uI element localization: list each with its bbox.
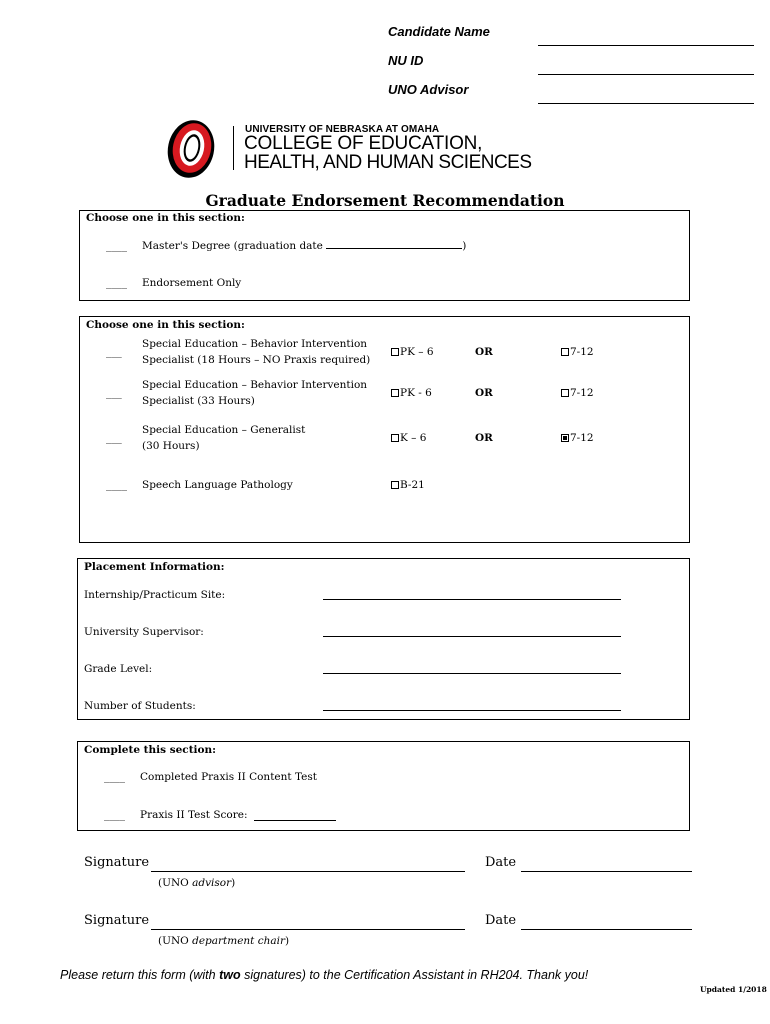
form-title: Graduate Endorsement Recommendation <box>205 191 565 210</box>
endorsement-only-label: Endorsement Only <box>142 277 242 289</box>
praxis-content-blank[interactable]: ____ <box>104 771 125 783</box>
section1-heading: Choose one in this section: <box>86 212 245 224</box>
generalist-opt2[interactable] <box>561 431 594 446</box>
return-pre: Please return this form (with <box>60 968 220 982</box>
return-post: signatures) to the Certification Assistant in RH204. Thank you! <box>240 968 589 982</box>
praxis-score-field[interactable] <box>254 820 336 821</box>
supervisor-field[interactable] <box>323 636 621 637</box>
praxis-score-label: Praxis II Test Score: <box>140 809 248 821</box>
return-instructions <box>60 968 588 982</box>
bis18-line1: Special Education – Behavior Intervention <box>142 338 368 350</box>
checkbox-icon[interactable] <box>391 348 399 356</box>
advisor-caption <box>158 876 235 891</box>
bis33-line1: Special Education – Behavior Intervention <box>142 379 368 391</box>
generalist-or: OR <box>475 432 493 444</box>
chair-caption-open: (UNO <box>158 935 193 947</box>
advisor-caption-role: advisor <box>192 877 232 889</box>
logo-university: UNIVERSITY OF NEBRASKA AT OMAHA <box>245 124 440 135</box>
slp-label: Speech Language Pathology <box>142 479 293 491</box>
chair-signature-field[interactable] <box>151 929 465 930</box>
advisor-caption-open: (UNO <box>158 877 193 889</box>
chair-signature-label: Signature <box>84 913 150 928</box>
chair-caption-close: ) <box>285 935 290 947</box>
masters-blank[interactable]: ____ <box>106 240 127 252</box>
checkbox-icon[interactable] <box>391 389 399 397</box>
uno-o-logo-icon <box>160 118 222 180</box>
bis33-opt1-label: PK - 6 <box>400 387 432 399</box>
bis33-opt1[interactable] <box>391 386 432 401</box>
bis33-opt2-label: 7-12 <box>570 387 594 399</box>
bis33-blank[interactable]: ___ <box>106 387 122 399</box>
praxis-score-blank[interactable]: ____ <box>104 809 125 821</box>
bis33-line2: Specialist (33 Hours) <box>142 395 255 407</box>
students-field[interactable] <box>323 710 621 711</box>
praxis-content-label: Completed Praxis II Content Test <box>140 771 317 783</box>
logo-college-line1: COLLEGE OF EDUCATION, <box>244 133 483 154</box>
nu-id-label: NU ID <box>388 53 424 68</box>
generalist-opt1[interactable] <box>391 431 426 446</box>
uno-advisor-field[interactable] <box>538 103 754 104</box>
candidate-name-label: Candidate Name <box>388 24 490 39</box>
uno-advisor-label: UNO Advisor <box>388 82 469 97</box>
advisor-date-field[interactable] <box>521 871 692 872</box>
return-bold: two <box>219 968 241 982</box>
masters-degree-label: Master's Degree (graduation date <box>142 240 323 252</box>
advisor-signature-label: Signature <box>84 855 150 870</box>
logo-divider <box>233 126 234 170</box>
bis18-opt1[interactable] <box>391 345 434 360</box>
generalist-opt2-label: 7-12 <box>570 432 594 444</box>
bis18-opt1-label: PK – 6 <box>400 346 434 358</box>
bis18-blank[interactable]: ___ <box>106 346 122 358</box>
placement-heading: Placement Information: <box>84 561 225 573</box>
advisor-caption-close: ) <box>231 877 236 889</box>
students-label: Number of Students: <box>84 700 196 712</box>
complete-heading: Complete this section: <box>84 744 217 756</box>
checkbox-icon[interactable] <box>561 389 569 397</box>
checked-checkbox-icon[interactable] <box>561 434 569 442</box>
site-label: Internship/Practicum Site: <box>84 589 226 601</box>
generalist-blank[interactable]: ___ <box>106 432 122 444</box>
bis18-opt2[interactable] <box>561 345 594 360</box>
chair-caption-role: department chair <box>192 935 286 947</box>
checkbox-icon[interactable] <box>561 348 569 356</box>
bis33-or: OR <box>475 387 493 399</box>
section2-heading: Choose one in this section: <box>86 319 245 331</box>
slp-blank[interactable]: ____ <box>106 479 127 491</box>
graduation-date-field[interactable] <box>326 248 462 249</box>
chair-date-field[interactable] <box>521 929 692 930</box>
masters-close: ) <box>462 240 467 252</box>
checkbox-icon[interactable] <box>391 481 399 489</box>
nu-id-field[interactable] <box>538 74 754 75</box>
generalist-opt1-label: K – 6 <box>400 432 427 444</box>
bis33-opt2[interactable] <box>561 386 594 401</box>
supervisor-label: University Supervisor: <box>84 626 204 638</box>
advisor-signature-field[interactable] <box>151 871 465 872</box>
masters-degree-option <box>142 239 466 254</box>
bis18-line2: Specialist (18 Hours – NO Praxis required) <box>142 354 371 366</box>
endorsement-only-blank[interactable]: ____ <box>106 277 127 289</box>
chair-caption <box>158 934 289 949</box>
updated-date: Updated 1/2018 <box>700 985 767 994</box>
site-field[interactable] <box>323 599 621 600</box>
logo-college-line2: HEALTH, AND HUMAN SCIENCES <box>244 152 532 173</box>
slp-opt[interactable] <box>391 478 425 493</box>
bis18-opt2-label: 7-12 <box>570 346 594 358</box>
checkbox-icon[interactable] <box>391 434 399 442</box>
grade-field[interactable] <box>323 673 621 674</box>
grade-label: Grade Level: <box>84 663 153 675</box>
chair-date-label: Date <box>485 913 517 928</box>
generalist-line2: (30 Hours) <box>142 440 200 452</box>
bis18-or: OR <box>475 346 493 358</box>
advisor-date-label: Date <box>485 855 517 870</box>
generalist-line1: Special Education – Generalist <box>142 424 306 436</box>
slp-opt-label: B-21 <box>400 479 425 491</box>
candidate-name-field[interactable] <box>538 45 754 46</box>
